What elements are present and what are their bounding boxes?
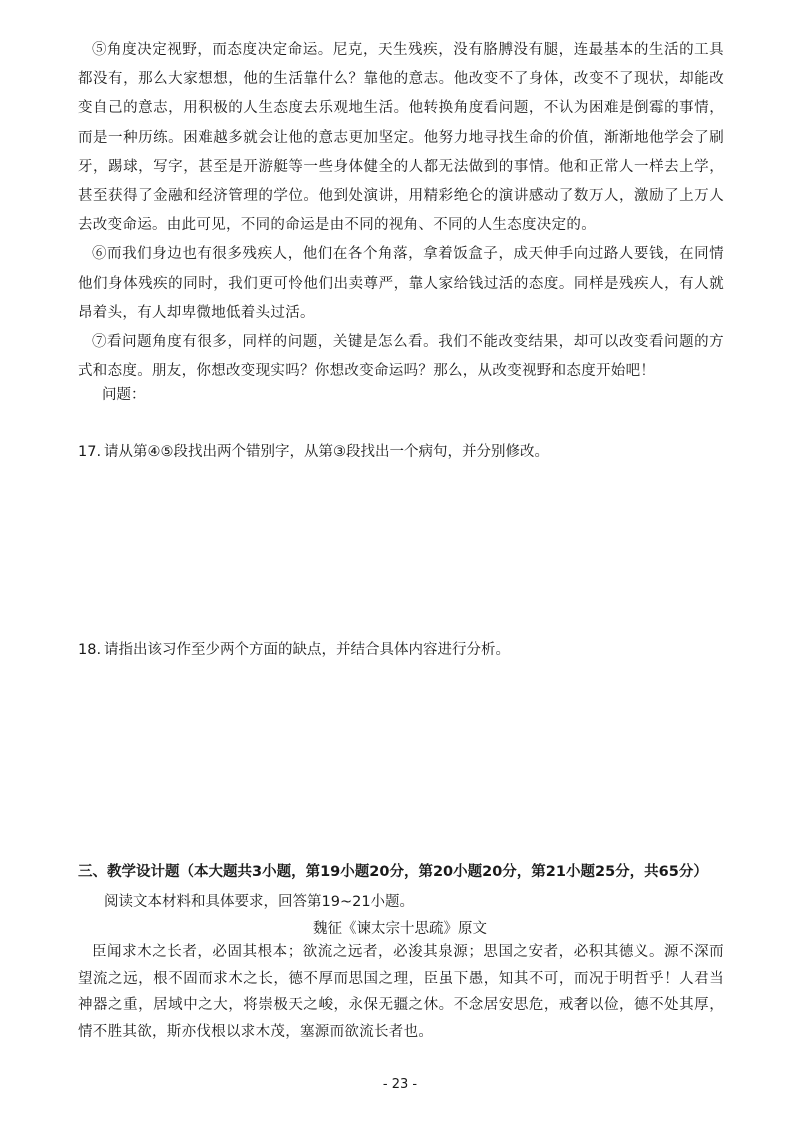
essay-passage: [78, 36, 724, 386]
question-text: 请从第④⑤段找出两个错别字，从第③段找出一个病句，并分别修改。: [104, 444, 549, 460]
ancient-text-paragraph: 臣闻求木之长者，必固其根本；欲流之远者，必浚其泉源；思国之安者，必积其德义。源不深而望流之远，根不固而求木之长，德不厚而思国之理，臣虽下愚，知其不可，而况于明哲乎！人君当神器之重，居域中之大，将崇极天之峻，永保无疆之休。不念居安思危，戒奢以俭，德不处其厚，情不胜其欲，斯亦伐根以求木茂，塞源而欲流长者也。: [78, 944, 724, 1040]
section-heading: 三、教学设计题（本大题共3小题，第19小题20分，第20小题20分，第21小题25分，共65分）: [78, 864, 708, 880]
instruction-text: 阅读文本材料和具体要求，回答第19~21小题。: [104, 894, 415, 910]
page-number: - 23 -: [382, 1077, 418, 1092]
question-label: 问题：: [102, 387, 146, 403]
question-number: 17.: [78, 444, 102, 460]
question-number: 18.: [78, 642, 102, 658]
essay-paragraph-6: ⑥而我们身边也有很多残疾人，他们在各个角落，拿着饭盒子，成天伸手向过路人要钱，在同情他们身体残疾的同时，我们更可怜他们出卖尊严，靠人家给钱过活的态度。同样是残疾人，有人就昂着头，有人却卑微地低着头过活。: [78, 246, 724, 321]
text-title: 魏征《谏太宗十思疏》原文: [313, 921, 487, 937]
essay-paragraph-5: ⑤角度决定视野，而态度决定命运。尼克，天生残疾，没有胳膊没有腿，连最基本的生活的工具都没有，那么大家想想，他的生活靠什么？靠他的意志。他改变不了身体，改变不了现状，却能改变自己的意志，用积极的人生态度去乐观地生活。他转换角度看问题，不认为困难是倒霉的事情，而是一种历练。困难越多就会让他的意志更加坚定。他努力地寻找生命的价值，渐渐地他学会了刷牙，踢球，写字，甚至是开游艇等一些身体健全的人都无法做到的事情。他和正常人一样去上学，甚至获得了金融和经济管理的学位。他到处演讲，用精彩绝仑的演讲感动了数万人，激励了上万人去改变命运。由此可见，不同的命运是由不同的视角、不同的人生态度决定的。: [78, 42, 724, 234]
question-17: [78, 440, 549, 461]
ancient-text: [78, 939, 724, 1045]
question-text: 请指出该习作至少两个方面的缺点，并结合具体内容进行分析。: [104, 642, 510, 658]
essay-paragraph-7: ⑦看问题角度有很多，同样的问题，关键是怎么看。我们不能改变结果，却可以改变看问题的方式和态度。朋友，你想改变现实吗？你想改变命运吗？那么，从改变视野和态度开始吧！: [78, 334, 724, 380]
question-18: [78, 638, 510, 659]
